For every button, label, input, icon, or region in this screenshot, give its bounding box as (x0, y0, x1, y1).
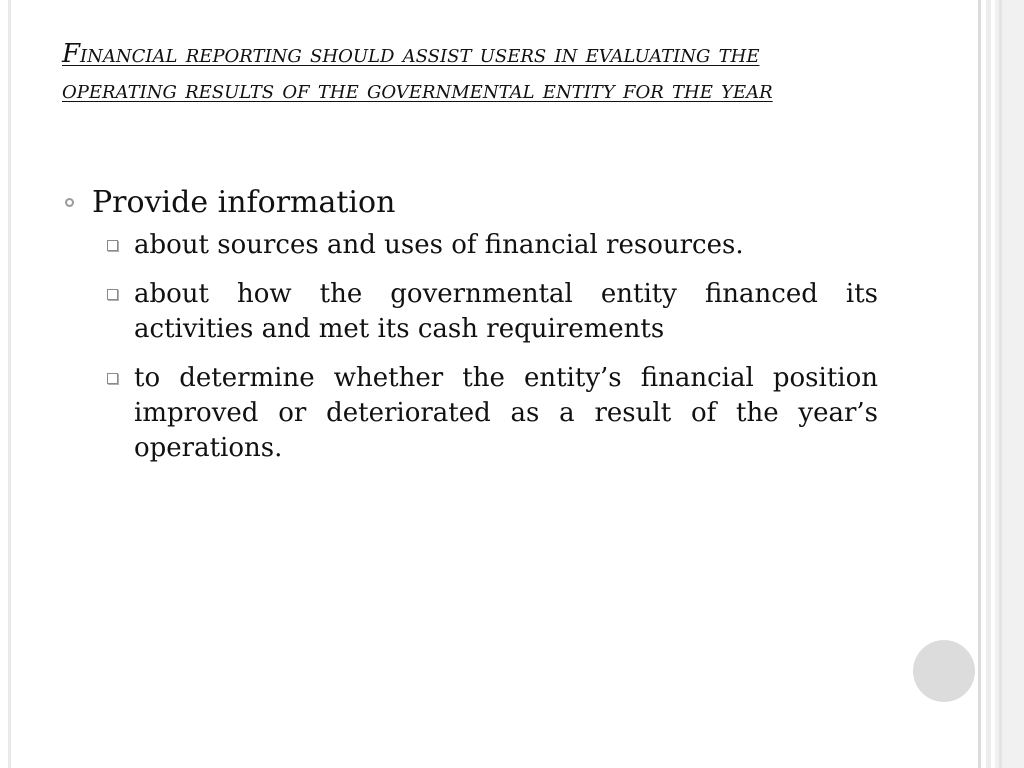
sub-bullet-text: about how the governmental entity financed its activities and met its cash requirements (134, 279, 878, 344)
square-bullet-icon (107, 240, 118, 251)
sub-bullet-text: to determine whether the entity’s financial position improved or deteriorated as a result of the year’s operations. (134, 363, 878, 463)
right-stripe-4 (999, 0, 1002, 768)
square-bullet-icon (107, 373, 118, 384)
ring-bullet-icon (65, 198, 74, 207)
slide-content (62, 184, 878, 480)
sub-bullet-item (134, 361, 878, 466)
sub-bullet-item (134, 277, 878, 347)
main-bullet-text: Provide information (92, 185, 396, 220)
slide-title: Financial reporting should assist users in evaluating the operating results of the governmental entity for the year (62, 39, 773, 105)
main-bullet-item (62, 184, 878, 222)
right-stripe-2 (986, 0, 991, 768)
right-stripe-1 (978, 0, 981, 768)
left-border-strip (8, 0, 11, 768)
sub-bullet-list (62, 228, 878, 466)
right-decorative-stripes (978, 0, 1024, 768)
square-bullet-icon (107, 289, 118, 300)
sub-bullet-text: about sources and uses of financial resources. (134, 230, 744, 260)
sub-bullet-item (134, 228, 878, 263)
decorative-circle (913, 640, 975, 702)
